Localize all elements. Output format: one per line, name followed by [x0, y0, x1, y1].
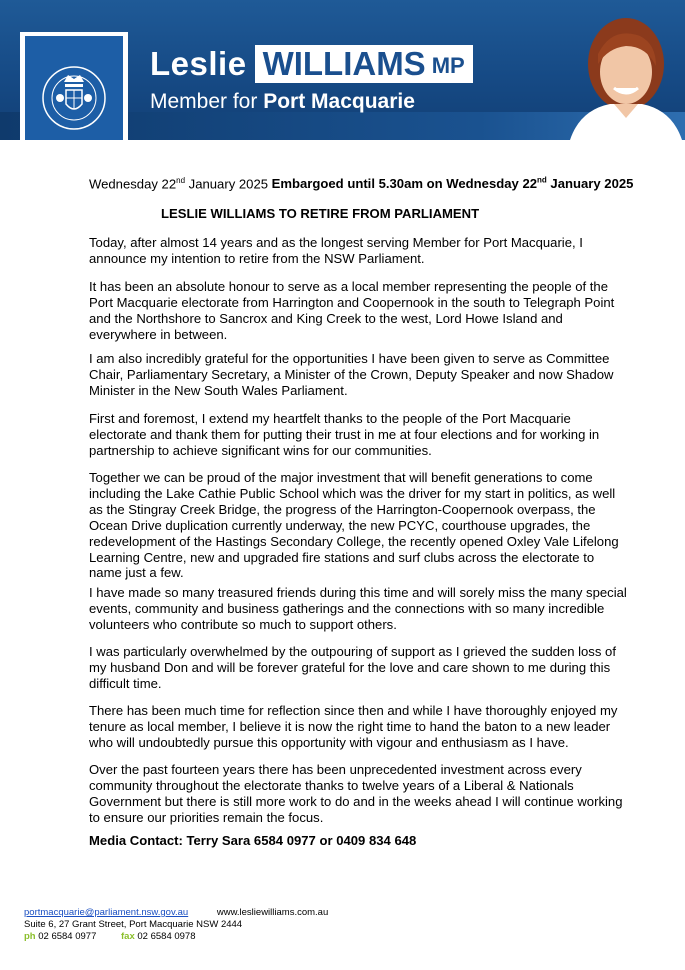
member-first-name: Leslie: [150, 45, 247, 82]
body-paragraph: It has been an absolute honour to serve as a local member representing the people of the Port Macquarie electorate from Harrington and Coopernook in the south to Telegraph Point and the Northshore to Sancrox and King Creek to the west, Lord Howe Island and everywhere in between.: [89, 279, 615, 342]
release-date-main: Wednesday 22: [89, 176, 177, 192]
media-contact: Media Contact: Terry Sara 6584 0977 or 0409 834 648: [89, 833, 417, 848]
release-headline: LESLIE WILLIAMS TO RETIRE FROM PARLIAMENT: [161, 206, 480, 221]
member-prefix: Member for: [150, 90, 258, 113]
footer-phone-row: [24, 931, 328, 943]
body-paragraph: There has been much time for reflection since then and while I have thoroughly enjoyed my tenure as local member, I believe it is now the right time to hand the baton to a new leader who will undoubtedly pursue this opportunity with vigour and enthusiasm as I have.: [89, 703, 618, 750]
release-date-rest: January 2025: [185, 176, 272, 192]
release-date-suffix: nd: [176, 176, 186, 185]
embargo-notice: [272, 176, 634, 191]
footer-contact-row: [24, 907, 328, 919]
phone-number: 02 6584 0977: [38, 931, 97, 942]
release-dateline: [89, 176, 649, 191]
embargo-date-rest: January 2025: [546, 176, 634, 192]
body-paragraph: I am also incredibly grateful for the opportunities I have been given to serve as Committee Chair, Parliamentary Secretary, a Minister of the Crown, Deputy Speaker and now Shadow Minister in the New South Wales Parliament.: [89, 351, 614, 398]
member-portrait-photo: [560, 6, 685, 140]
member-electorate-line: [150, 90, 415, 114]
fax-number: 02 6584 0978: [137, 931, 196, 942]
body-paragraph: I was particularly overwhelmed by the outpouring of support as I grieved the sudden loss of my husband Don and will be forever grateful for the love and care shown to me during this difficult time.: [89, 644, 616, 691]
body-paragraph: Today, after almost 14 years and as the longest serving Member for Port Macquarie, I announce my intention to retire from the NSW Parliament.: [89, 235, 583, 266]
fax-label: fax: [121, 931, 135, 942]
body-paragraph: I have made so many treasured friends during this time and will sorely miss the many special events, community and business gatherings and the connections with so many incredible volunteers who contribute so much to support others.: [89, 585, 627, 632]
phone-label: ph: [24, 931, 36, 942]
footer-email-link[interactable]: portmacquarie@parliament.nsw.gov.au: [24, 907, 189, 918]
embargo-text: Embargoed until 5.30am on Wednesday 22: [271, 176, 538, 192]
letterhead-banner: [0, 0, 685, 140]
member-surname-box: [255, 45, 473, 83]
member-title-suffix: MP: [431, 53, 465, 78]
member-name: [150, 44, 473, 84]
electorate-name: Port Macquarie: [263, 90, 415, 113]
member-surname: WILLIAMS: [262, 45, 426, 82]
embargo-date-suffix: nd: [537, 176, 547, 185]
parliament-crest-logo: [20, 32, 128, 140]
body-paragraph: Together we can be proud of the major investment that will benefit generations to come including the Lake Cathie Public School which was the driver for my start in politics, as well as the Stingray Creek Bridge, the progress of the Harrington-Coopernook overpass, the Ocean Drive duplication currently underway, the new PCYC, courthouse upgrades, the redevelopment of the Hastings Secondary College, the recently opened Oxley Vale Lifelong Learning Centre, new and upgraded fire stations and surf clubs across the electorate to name just a few.: [89, 470, 619, 581]
letterhead-footer: [24, 907, 328, 943]
body-paragraph: First and foremost, I extend my heartfelt thanks to the people of the Port Macquarie electorate and thank them for putting their trust in me at four elections and for working in partnership to achieve significant wins for our communities.: [89, 411, 600, 458]
footer-address: Suite 6, 27 Grant Street, Port Macquarie NSW 2444: [24, 919, 243, 930]
footer-website: www.lesliewilliams.com.au: [216, 907, 329, 918]
body-paragraph: Over the past fourteen years there has been unprecedented investment across every community throughout the electorate thanks to twelve years of a Liberal & Nationals Government but there is still more work to do and in the weeks ahead I will continue working to ensure our priorities remain the focus.: [89, 762, 623, 825]
